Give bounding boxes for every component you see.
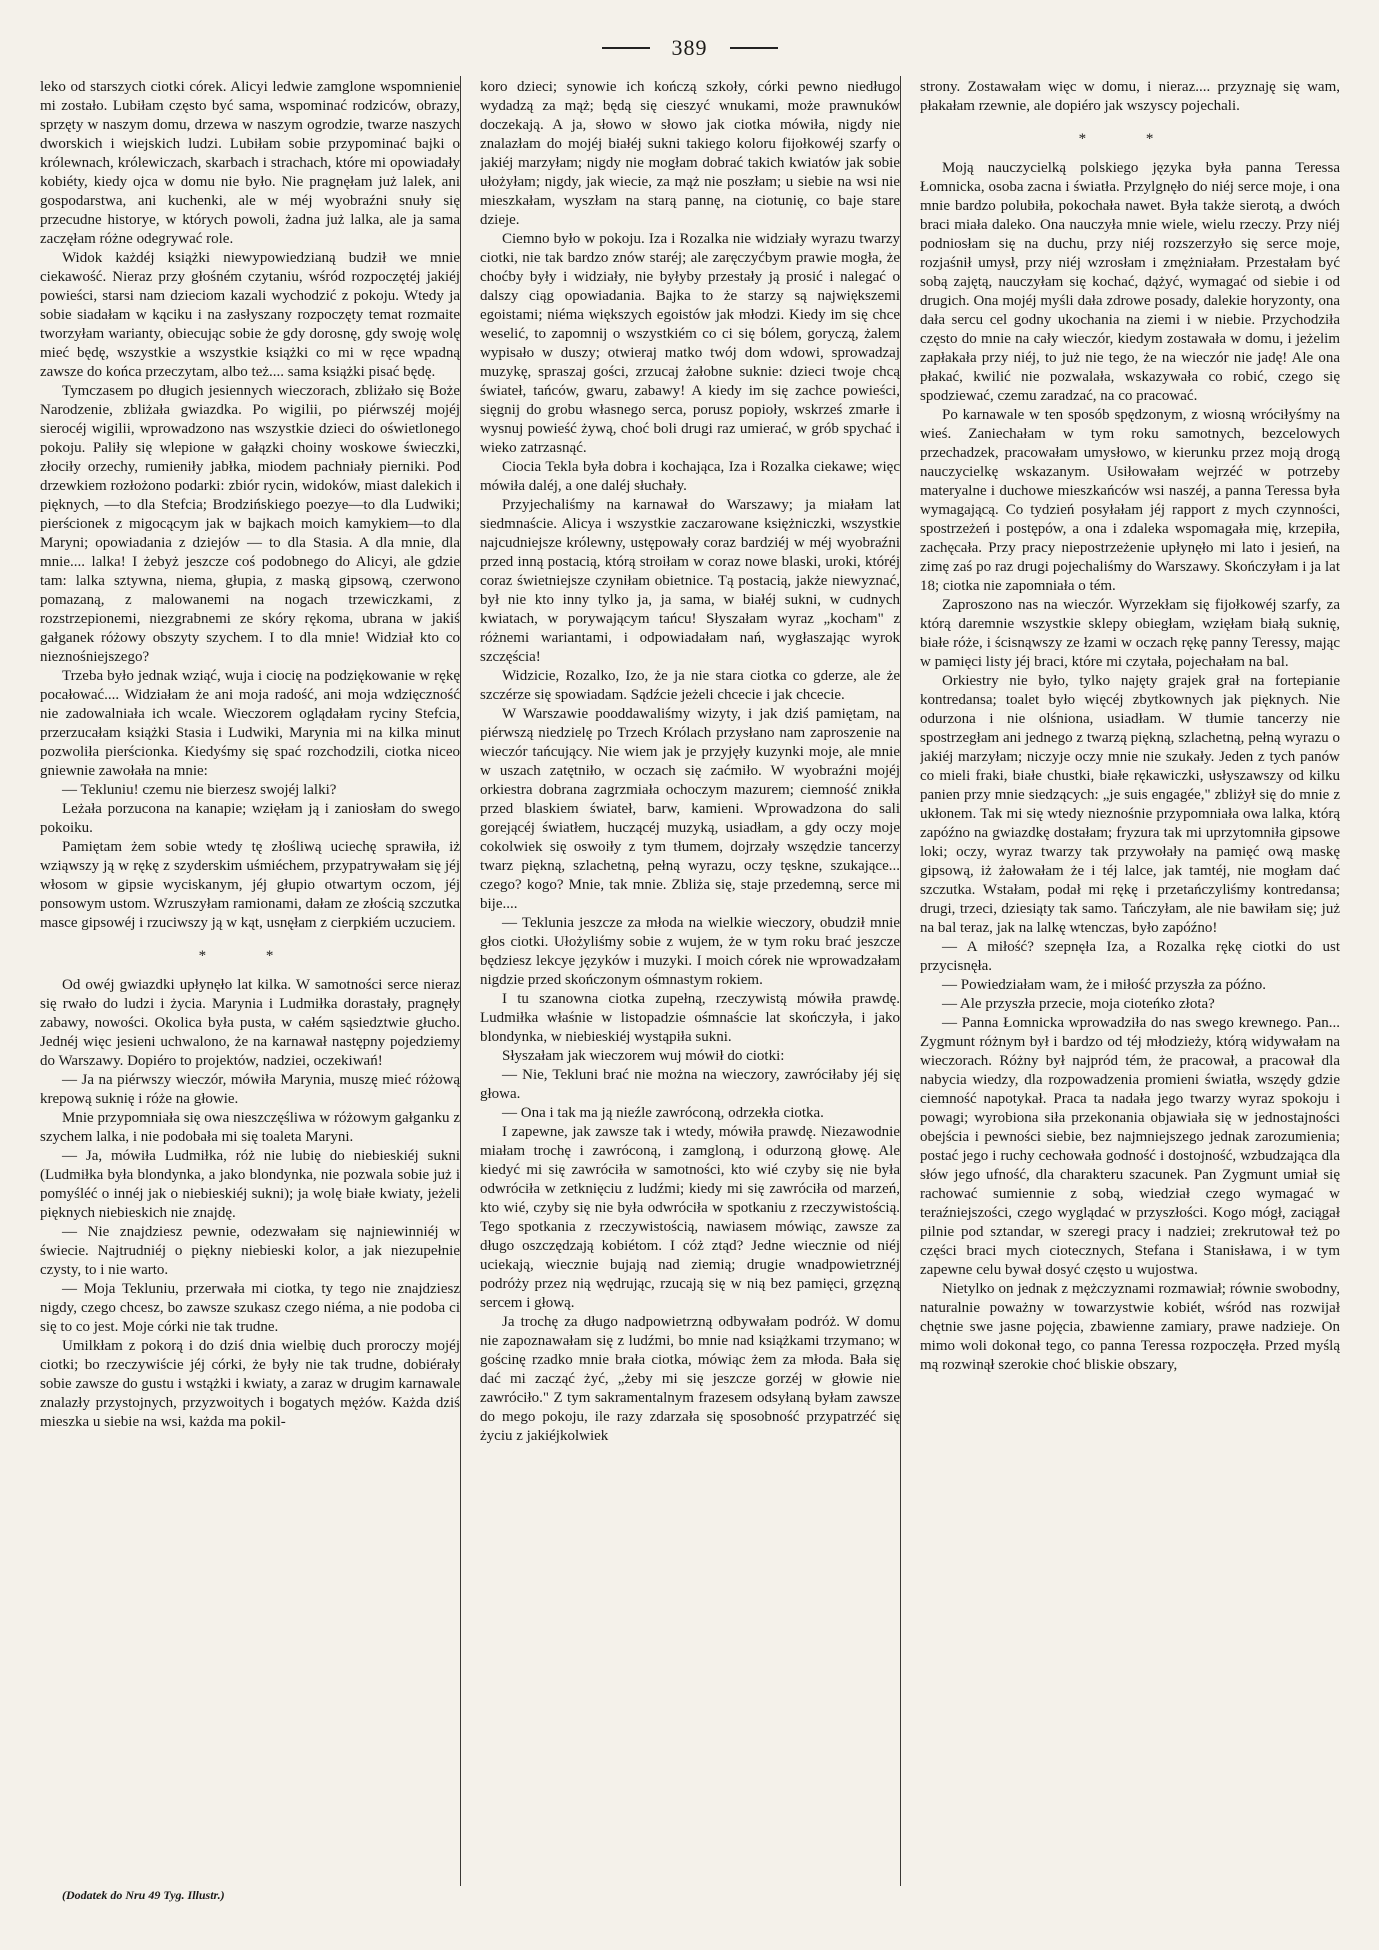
page-header xyxy=(0,28,1379,68)
paragraph: Pamiętam żem sobie wtedy tę złośliwą uciechę sprawiła, iż wziąwszy ją w rękę z szyderskim uśmiéchem, przypatrywałam się jéj włosom w gipsie wyciskanym, jéj głupio otwartym oczom, jéj ponsowym ustom. Wzruszyłam ramionami, dałam ze złością szczutka masce gipsowéj i rzuciwszy ją w kąt, usnęłam z cierpkiém uczuciem. xyxy=(40,839,460,931)
paragraph: Widok każdéj książki niewypowiedzianą budził we mnie ciekawość. Nieraz przy głośném czytaniu, wśród rozpoczętéj jakiéj powieści, starsi nam dzieciom kazali wychodzić z pokoju. Wtedy ja sobie siadałam w kąciku i na zasłyszany rozpoczęty temat rozmaite tworzyłam warianty, obiecując sobie że gdy dorosnę, gdy swoję wolę mieć będę, wszystkie a wszystkie książki co mi w ręce wpadną zawsze do końca przeczytam, albo też.... sama książki pisać będę. xyxy=(40,250,460,380)
paragraph: Zaproszono nas na wieczór. Wyrzekłam się fijołkowéj szarfy, za którą daremnie wszystkie sklepy obiegłam, wzięłam białą suknię, białe róże, i ścisnąwszy ze łzami w oczach rękę panny Teressy, mając w pamięci listy jéj braci, które mi czytała, pojechałam na bal. xyxy=(920,597,1340,670)
column-1 xyxy=(40,78,460,1884)
paragraph: Ciemno było w pokoju. Iza i Rozalka nie widziały wyrazu twarzy ciotki, nie tak bardzo znów staréj; ale zaręczyćbym prawie mogła, że choćby były i widziały, nie byłyby przestały ją prosić i nalegać o dalszy ciąg opowiadania. Bajka to że starzy są największemi egoistami; niéma większych egoistów jak młodzi. Kiedy im się chce weselić, to zapomnij o wszystkiém co ci się bólem, goryczą, żalem wypisało w duszy; otwieraj matko twój dom wdowi, sprowadzaj muzykę, spraszaj gości, zrzucaj żałobne suknie: dzieci twoje chcą świateł, tańców, gwaru, zabawy! A kiedy im się zachce powieści, sięgnij do grobu własnego serca, porusz popioły, wskrześ zmarłe i wysnuj powieść żywą, choć boli drugi raz umierać, w grób spychać i wieko zatrzasnąć. xyxy=(480,231,900,456)
section-separator: * * xyxy=(198,948,302,964)
paragraph: Tymczasem po długich jesiennych wieczorach, zbliżało się Boże Narodzenie, zbliżała gwiazdka. Po wigilii, po piérwszéj mojéj sierocéj wigilii, wprowadzono nas wszystkie dzieci do oświetlonego pokoju. Paliły się wlepione w gałązki choiny woskowe świeczki, złociły orzechy, rumieniły jabłka, miodem pachniały pierniki. Pod drzewkiem rozłożono podarki: zbiór rycin, widoków, miast dalekich i pięknych, —to dla Stefcia; Brodzińskiego poezye—to dla Ludwiki; pierścionek z migocącym jak w bajkach moich kamykiem—to dla Maryni; opowiadania z dziejów — to dla Stasia. A dla mnie, dla mnie.... lalka! I żebyż jeszcze coś podobnego do Alicyi, ale gdzie tam: lalka sztywna, niema, głupia, z maską gipsową, czerwono pomazaną, z malowanemi na nogach trzewiczkami, z rozstrzepionemi, niezgrabnemi ze skóry rękoma, ubrana w jakiś gałganek różowy obszyty szychem. I to dla mnie! Widział kto co nieznośniejszego? xyxy=(40,383,460,665)
paragraph: Widzicie, Rozalko, Izo, że ja nie stara ciotka co gderze, ale że szczérze się spowiadam. Sądźcie jeżeli chcecie i jak chcecie. xyxy=(480,668,900,703)
paragraph: — Ja, mówiła Ludmiłka, róż nie lubię do niebieskiéj sukni (Ludmiłka była blondynka, a jako blondynka, nie pozwala sobie już i pomyśléć o innéj jak o niebieskiéj sukni); ja wolę białe kwiaty, jeżeli pięknych niebieskich nie znajdę. xyxy=(40,1148,460,1221)
paragraph: I tu szanowna ciotka zupełną, rzeczywistą mówiła prawdę. Ludmiłka właśnie w listopadzie ośmnaście lat skończyła, i jako blondynka, w niebieskiéj wystąpiła sukni. xyxy=(480,991,900,1045)
paragraph: — Teklunia jeszcze za młoda na wielkie wieczory, obudził mnie głos ciotki. Ułożyliśmy sobie z wujem, że w tym roku brać jeszcze będziesz lekcye języków i muzyki. I moich córek nie wprowadzałam nigdzie przed skończonym ośmnastym rokiem. xyxy=(480,915,900,988)
paragraph: Moją nauczycielką polskiego języka była panna Teressa Łomnicka, osoba zacna i światła. Przylgnęło do niéj serce moje, i ona mnie bardzo polubiła, pokochała nawet. Była także sierotą, a dwóch braci miała daleko. Ona nauczyła mnie wiele, wielu rzeczy. Przy niéj podniosłam się na duchu, przy niéj rozszerzyło się serce moje, rozjaśnił umysł, przy niéj wzrosłam i zmężniałam. Przestałam być sobą zajętą, nauczyłam się kochać, dążyć, wymagać od siebie i od drugich. Ona mojéj myśli dała zdrowe posady, dalekie horyzonty, ona dała sercu cel godny ukochania na ziemi i w niebie. Przychodziła często do mnie na cały wieczór, kiedym zostawała w domu, i jeżelim zapłakała przy niéj, to już nie tego, że na wieczór nie jadę! Ale ona płakać, kwilić nie pozwalała, wskazywała co robić, czego się spodziewać, czemu zaradzać, na co pracować. xyxy=(920,160,1340,404)
paragraph: Przyjechaliśmy na karnawał do Warszawy; ja miałam lat siedmnaście. Alicya i wszystkie zaczarowane księżniczki, wszystkie najcudniejsze królewny, ustępowały coraz bardziéj w méj wyobraźni przed inną postacią, którą stroiłam w coraz nowe blaski, uroki, któréj coraz świetniejsze czyniłam obietnice. Tą postacią, jakże niewyznać, był nie kto inny tylko ja, ja sama, w białéj sukni, w cudnych kwiatach, w porywającym tańcu! Słyszałam wyraz „kocham" z różnemi wariantami, i odpowiadałam nań, wygłaszając wyrok szczęścia! xyxy=(480,497,900,665)
paragraph: Słyszałam jak wieczorem wuj mówił do ciotki: xyxy=(502,1048,785,1064)
paragraph: — Ale przyszła przecie, moja cioteńko złota? xyxy=(942,996,1215,1012)
paragraph: Umilkłam z pokorą i do dziś dnia wielbię duch proroczy mojéj ciotki; bo rzeczywiście jéj córki, że były nie tak trudne, dobiérały sobie zawsze do gustu i wstążki i kwiaty, a zaraz w drugim karnawale znalazły przystojnych, przyzwoitych i bogatych mężów. Każda dziś mieszka u siebie na wsi, każda ma pokil- xyxy=(40,1338,460,1430)
paragraph: Orkiestry nie było, tylko najęty grajek grał na fortepianie kontredansa; toalet było więcéj zbytkownych jak pięknych. Nie odurzona i nie olśniona, usiadłam. W tłumie tancerzy nie spostrzegłam ani jednego z twarzą piękną, szlachetną, pełną wyrazu o jakiéj marzyłam; niczyje oczy mnie nie szukały. Jeden z tych panów co mieli fraki, białe chustki, białe rękawiczki, usłyszawszy od kilku panien przy mnie siedzących: „je suis engagée," zbliżył się do mnie z ukłonem. Tak mi się wtedy nieznośnie przypomniała owa lalka, którą zapóźno na gwiazdkę dostałam; fryzura tak mi uprzytomniła gipsowe loki; oczy, wyraz twarzy tak przywołały na pamięć ową maskę gipsową, iż żałowałam że i téj lalce, jak tamtéj, nie mogłam dać szczutka. Wstałam, podał mi rękę i przetańczyliśmy kontredansa; drugi, trzeci, dziesiąty tak samo. Tańczyłam, ale nie bawiłam się; już na bal teraz, jak na lalkę wtenczas, było zapóźno! xyxy=(920,673,1340,936)
paragraph: — Ona i tak ma ją nieźle zawróconą, odrzekła ciotka. xyxy=(502,1105,824,1121)
header-rule-left xyxy=(602,47,650,49)
paragraph: koro dzieci; synowie ich kończą szkoły, córki pewno niedługo wydadzą za mąż; będą się cieszyć wnukami, może prawnuków doczekają. A ja, słowo w słowo jak ciotka mówiła, nigdy nie znalazłam do mojéj białéj sukni takiego koloru fijołkowéj szarfy o jakiéj marzyłam; nigdy nie mogłam dobrać takich kwiatów jak sobie ułożyłam; nigdy, jak wiecie, za mąż nie poszłam; u siebie na wsi nie mieszkałam, wyszłam na starą pannę, na ciotunię, co baje stare dzieje. xyxy=(480,79,900,228)
paragraph: Trzeba było jednak wziąć, wuja i ciocię na podziękowanie w rękę pocałować.... Widziałam że ani moja radość, ani moja wdzięczność nie zadowalniała ich wcale. Wieczorem oglądałam ryciny Stefcia, przerzucałam książki Stasia i Ludwiki, Marynia mi na kilka minut pozwoliła pierścionka. Kiedyśmy się spać rozchodzili, ciotka niceo gniewnie zawołała na mnie: xyxy=(40,668,460,779)
paragraph: Mnie przypomniała się owa nieszczęśliwa w różowym gałganku z szychem lalka, i nie podobała mi się toaleta Maryni. xyxy=(40,1110,460,1145)
paragraph: Po karnawale w ten sposób spędzonym, z wiosną wróciłyśmy na wieś. Zaniechałam w tym roku samotnych, bezcelowych przechadzek, pracowałam umysłowo, w kierunku przez moją drogą nauczycielkę wskazanym. Usiłowałam wejrzéć w potrzeby materyalne i duchowe mieszkańców wsi naszéj, a panna Teressa była wymagającą. Co tydzień posyłałam jéj rapport z mych czynności, spostrzeżeń i postępów, a ona i zdaleka wspomagała mię, krzepiła, zachęcała. Przy pracy niepostrzeżenie upłynęło mi lato i jesień, na zimę zaś po raz drugi pojechaliśmy do Warszawy. Skończyłam i ja lat 18; ciotka nie zapomniała o tém. xyxy=(920,407,1340,594)
paragraph: — Powiedziałam wam, że i miłość przyszła za późno. xyxy=(942,977,1267,993)
paragraph: — Tekluniu! czemu nie bierzesz swojéj lalki? xyxy=(62,782,337,798)
paragraph: Ja trochę za długo nadpowietrzną odbywałam podróż. W domu nie zapoznawałam się z ludźmi, bo mnie nad książkami trzymano; w gościnę rzadko mnie brała ciotka, mówiąc żem za młoda. Bała się dać mi zacząć żyć, „żeby mi się jeszcze gorzéj w głowie nie zawróciło." Z tym sakramentalnym frazesem odsyłaną byłam zawsze do mego pokoju, ile razy zdarzała się sposobność przypatrzéć się życiu z jakiéjkolwiek xyxy=(480,1314,900,1444)
column-3 xyxy=(920,78,1340,1884)
paragraph: — Ja na piérwszy wieczór, mówiła Marynia, muszę mieć różową krepową suknię i róże na głowie. xyxy=(40,1072,460,1107)
paragraph: — Panna Łomnicka wprowadziła do nas swego krewnego. Pan... Zygmunt różnym był i bardzo od téj młodzieży, którą widywałam na wieczorach. Różny był najpród tém, że pracował, a pracował dla nabycia wiedzy, dla rozpowadzenia promieni światła, wszędy gdzie ciemność napotykał. Praca ta nadała jego twarzy wyraz spokoju i powagi; wyrobiona siła przekonania objawiała się w jednostajności obejścia i pewności siebie, bez najmniejszego jednak zarozumienia; postać jego i ruchy cechowała godność i dostojność, wzbudzająca dla słów jego ufność, dla charakteru szacunek. Pan Zygmunt umiał się rachować sumiennie z sobą, wiedział czego wymagać w teraźniejszości, czego wyglądać w przyszłości. Kogo mógł, zaciągał pilnie pod sztandar, w szeregi pracy i nadziei; zrekrutował też po części braci mych ciotecznych, Stefana i Stanisława, i w tym zapewne celu bywał dosyć często u wujostwa. xyxy=(920,1015,1340,1278)
column-2 xyxy=(480,78,900,1884)
section-separator: * * xyxy=(1078,131,1182,147)
paragraph: leko od starszych ciotki córek. Alicyi ledwie zamglone wspomnienie mi zostało. Lubiłam często być sama, wspominać rodziców, obrazy, sprzęty w naszym domu, drzewa w naszym ogrodzie, twarze naszych dworskich i wiejskich ludzi. Lubiłam sobie przypominać bajki o królewnach, królewiczach, skarbach i strachach, które mi opowiadały kobiéty, kiedy ojca w domu nie było. Nie pragnęłam już lalek, ani gospodarstwa, ani kuchenki, ale w méj wyobraźni snuły się przecudne historye, w których powoli, żadna już lalka, ale ja sama zaczęłam różne odegrywać role. xyxy=(40,79,460,247)
paragraph: — Nie znajdziesz pewnie, odezwałam się najniewinniéj w świecie. Najtrudniéj o piękny niebieski kolor, a jak niezupełnie czysty, to i nie warto. xyxy=(40,1224,460,1278)
header-rule-right xyxy=(730,47,778,49)
paragraph: — Nie, Tekluni brać nie można na wieczory, zawróciłaby jéj się głowa. xyxy=(480,1067,900,1102)
page-number: 389 xyxy=(671,35,708,60)
supplement-note: (Dodatek do Nru 49 Tyg. Illustr.) xyxy=(62,1888,225,1902)
paragraph: W Warszawie pooddawaliśmy wizyty, i jak dziś pamiętam, na piérwszą niedzielę po Trzech Królach przysłano nam zaproszenie na wieczór tańcujący. Nie wiem jak je przyjęły kuzynki moje, ale mnie w uszach zatętniło, w oczach się zaćmiło. W wyobraźni mojéj orkiestra dobrana zagrzmiała ochoczym mazurem; ciemność znikła przed blaskiem świateł, barw, kamieni. Wprowadzona do sali gorejącéj światłem, huczącéj muzyką, usiadłam, a gdy oczy moje cokolwiek się oswoiły z tym tłumem, dojrzały wszędzie tancerzy twarz piękną, szlachetną, pełną wyrazu, oczy tęskne, szukające... czego? kogo? Mnie, tak mnie. Zbliża się, staje przedemną, serce mi bije.... xyxy=(480,706,900,912)
paragraph: Ciocia Tekla była dobra i kochająca, Iza i Rozalka ciekawe; więc mówiła daléj, a one daléj słuchały. xyxy=(480,459,900,494)
paragraph: Leżała porzucona na kanapie; wzięłam ją i zaniosłam do swego pokoiku. xyxy=(40,801,460,836)
text-columns xyxy=(40,78,1340,1884)
paragraph: strony. Zostawałam więc w domu, i nieraz.... przyznaję się wam, płakałam rzewnie, ale dopiéro jak wszyscy pojechali. xyxy=(920,79,1340,114)
paragraph: Nietylko on jednak z mężczyznami rozmawiał; równie swobodny, naturalnie poważny w towarzystwie kobiét, wśród nas rozwijał chętnie swe jasne pojęcia, zbawienne zamiary, prawe nadzieje. On mimo woli dokonał tego, co panna Teressa rozpoczęła. Przed myślą mą rozwinął szerokie choć bliskie obszary, xyxy=(920,1281,1340,1373)
paragraph: — Moja Tekluniu, przerwała mi ciotka, ty tego nie znajdziesz nigdy, czego chcesz, bo zawsze szukasz czego niéma, a nie podoba ci się to co jest. Moje córki nie tak trudne. xyxy=(40,1281,460,1335)
paragraph: I zapewne, jak zawsze tak i wtedy, mówiła prawdę. Niezawodnie miałam trochę i zawróconą, i zamgloną, i odurzoną głowę. Ale kiedyć mi się zawróciła w samotności, kto wié czyby się nie była odwróciła w zetknięciu z ludźmi; kiedy mi się zawróciła od marzeń, kto wié, czyby się nie była odwróciła w spotkaniu z rzeczywistością. Tego spotkania z rzeczywistością, nawiasem mówiąc, zawsze za długo oszczędzają kobiétom. I cóż ztąd? Jedne wiecznie od niéj uciekają, wiecznie bujają nad ziemią; drugie wnadpowietrznéj podróży przez nią wędrując, rzucają się w nią bez pamięci, grzęzną sercem i głową. xyxy=(480,1124,900,1311)
paragraph: — A miłość? szepnęła Iza, a Rozalka rękę ciotki do ust przycisnęła. xyxy=(920,939,1340,974)
paragraph: Od owéj gwiazdki upłynęło lat kilka. W samotności serce nieraz się rwało do ludzi i życia. Marynia i Ludmiłka dorastały, pragnęły zabawy, nowości. Okolica była pusta, w całém sąsiedztwie głucho. Jednéj więc jesieni uchwalono, że na karnawał następny pojedziemy do Warszawy. Dopiéro to projektów, nadziei, oczekiwań! xyxy=(40,977,460,1069)
